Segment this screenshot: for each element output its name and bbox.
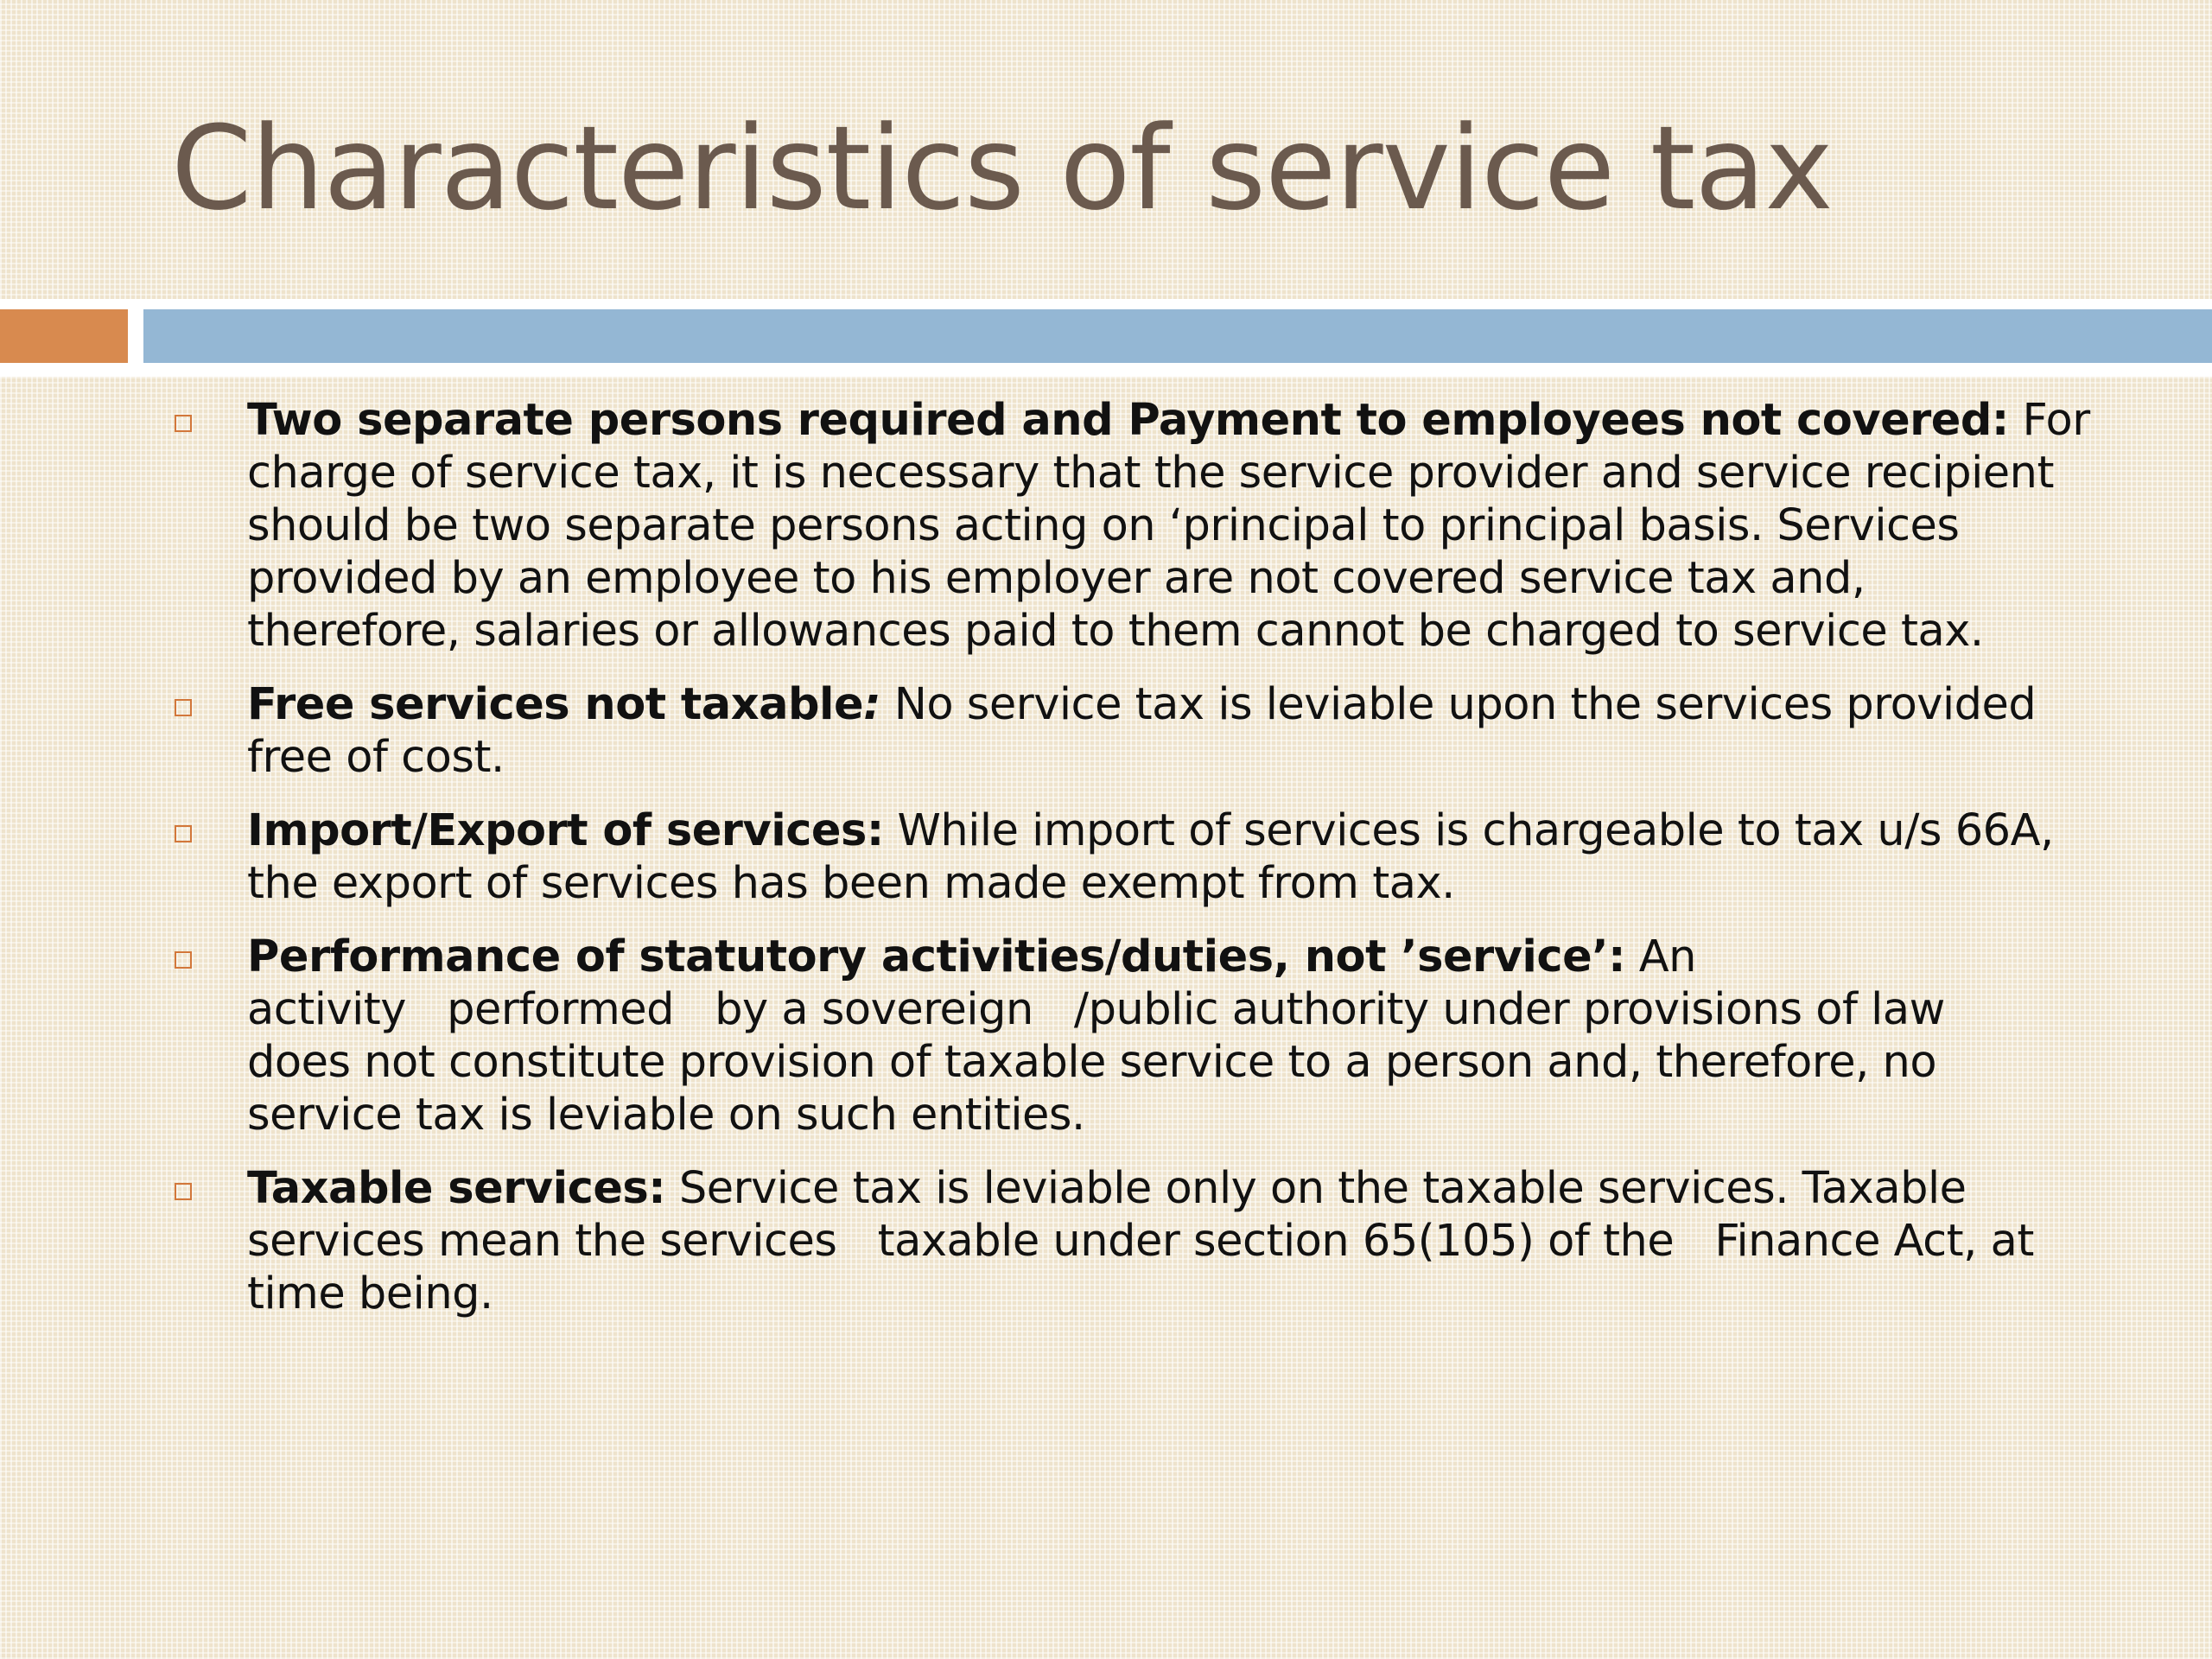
bullet-first-line [247, 394, 2122, 447]
slide-title: Characteristics of service tax [171, 101, 1833, 236]
bullet-first-line [247, 931, 2122, 983]
bullet-text-line: services mean the services taxable under section 65(105) of the Finance Act, at [247, 1216, 2034, 1267]
bullet-heading: Two separate persons required and Payment to employees not covered: [247, 395, 2009, 446]
bullet-item-statutory-activities [169, 931, 2122, 1141]
bullet-heading-colon: : [863, 679, 880, 730]
bullet-text: While import of services is chargeable to tax u/s 66A, [883, 805, 2054, 856]
bullet-heading: Free services not taxable [247, 679, 864, 730]
bullet-heading: Taxable services: [247, 1163, 666, 1214]
bullet-text: No service tax is leviable upon the services provided [880, 679, 2037, 730]
bullet-item-free-services [169, 678, 2122, 784]
orange-accent-bar [0, 309, 128, 363]
bullet-text: For [2008, 395, 2090, 446]
bullet-text-line: provided by an employee to his employer are not covered service tax and, [247, 553, 1866, 604]
bullet-text-line: therefore, salaries or allowances paid to them cannot be charged to service tax. [247, 606, 1984, 657]
bullet-text: An [1625, 931, 1696, 982]
bullet-text-line: the export of services has been made exempt from tax. [247, 858, 1455, 909]
hollow-square-icon [175, 415, 192, 432]
bullet-list [169, 394, 2122, 1341]
hollow-square-icon [175, 699, 192, 716]
bullet-first-line [247, 1162, 2122, 1215]
bullet-text-line: free of cost. [247, 732, 505, 783]
hollow-square-icon [175, 1183, 192, 1200]
bullet-item-two-separate-persons [169, 394, 2122, 658]
bullet-text-line: does not constitute provision of taxable service to a person and, therefore, no [247, 1037, 1937, 1088]
bullet-text-line: activity performed by a sovereign /public authority under provisions of law [247, 984, 1945, 1035]
bullet-item-import-export [169, 804, 2122, 910]
bullet-item-taxable-services [169, 1162, 2122, 1320]
bullet-heading: Performance of statutory activities/duties, not ’service’: [247, 931, 1626, 982]
bullet-first-line [247, 804, 2122, 857]
bullet-first-line [247, 678, 2122, 731]
bullet-heading: Import/Export of services: [247, 805, 884, 856]
hollow-square-icon [175, 951, 192, 969]
bullet-text-line: service tax is leviable on such entities. [247, 1090, 1085, 1141]
bullet-text-line: should be two separate persons acting on ‘principal to principal basis. Services [247, 500, 1960, 551]
blue-accent-bar [143, 309, 2212, 363]
hollow-square-icon [175, 825, 192, 842]
bullet-text-line: time being. [247, 1268, 493, 1319]
bullet-text-line: charge of service tax, it is necessary that the service provider and service recipient [247, 448, 2054, 499]
bullet-text: Service tax is leviable only on the taxable services. Taxable [665, 1163, 1967, 1214]
